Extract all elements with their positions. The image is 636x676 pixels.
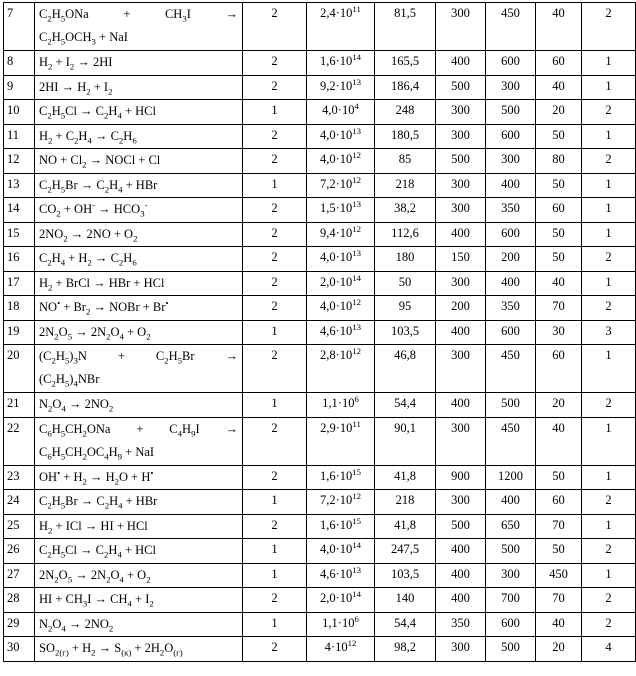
row-number-cell: 18: [4, 296, 35, 321]
preexponential-factor-cell: $7,2\cdot 10^{12}$: [307, 173, 375, 198]
parameter-cell: 2: [582, 3, 636, 51]
temperature-2-cell: 600: [486, 51, 536, 76]
parameter-cell: 1: [582, 465, 636, 490]
table-row: [4, 271, 636, 296]
reaction-equation-cell: $(C_2H_5)_3N + C_2H_5Br$ → $(C_2H_5)_4NBr$: [35, 345, 243, 393]
preexponential-factor-cell: $1,1\cdot 10^6$: [307, 612, 375, 637]
temperature-1-cell: 300: [436, 100, 486, 125]
preexponential-factor-cell: $4\cdot 10^{12}$: [307, 637, 375, 662]
row-number-cell: 8: [4, 51, 35, 76]
parameter-cell: 3: [582, 320, 636, 345]
row-number-cell: 25: [4, 514, 35, 539]
preexponential-factor-cell: $1,5\cdot 10^{13}$: [307, 198, 375, 223]
reaction-equation-cell: $2N_2O_5 \to 2N_2O_4 + O_2$: [35, 320, 243, 345]
temperature-1-cell: 400: [436, 588, 486, 613]
parameter-cell: 1: [582, 271, 636, 296]
row-number-cell: 20: [4, 345, 35, 393]
reaction-equation-cell: HI + $CH_3I \to CH_4 + I_2$: [35, 588, 243, 613]
reaction-order-cell: 2: [243, 124, 307, 149]
time-cell: 40: [536, 3, 582, 51]
parameter-cell: 1: [582, 222, 636, 247]
preexponential-factor-cell: $2,8\cdot 10^{12}$: [307, 345, 375, 393]
temperature-1-cell: 400: [436, 51, 486, 76]
temperature-1-cell: 300: [436, 637, 486, 662]
temperature-1-cell: 500: [436, 75, 486, 100]
parameter-cell: 1: [582, 514, 636, 539]
parameter-cell: 1: [582, 198, 636, 223]
temperature-2-cell: 650: [486, 514, 536, 539]
activation-energy-cell: 165,5: [375, 51, 436, 76]
temperature-2-cell: 500: [486, 539, 536, 564]
table-row: [4, 563, 636, 588]
table-row: [4, 3, 636, 51]
row-number-cell: 9: [4, 75, 35, 100]
activation-energy-cell: 248: [375, 100, 436, 125]
temperature-1-cell: 150: [436, 247, 486, 272]
temperature-2-cell: 200: [486, 247, 536, 272]
table-row: [4, 173, 636, 198]
row-number-cell: 7: [4, 3, 35, 51]
preexponential-factor-cell: $4,0\cdot 10^4$: [307, 100, 375, 125]
reaction-equation-cell: $N_2O_4 \to 2NO_2$: [35, 393, 243, 418]
parameter-cell: 2: [582, 588, 636, 613]
time-cell: 50: [536, 539, 582, 564]
row-number-cell: 17: [4, 271, 35, 296]
reaction-equation-cell: $C_2H_5Cl \to C_2H_4$ + HCl: [35, 100, 243, 125]
preexponential-factor-cell: $2,0\cdot 10^{14}$: [307, 271, 375, 296]
temperature-1-cell: 300: [436, 124, 486, 149]
preexponential-factor-cell: $1,1\cdot 10^6$: [307, 393, 375, 418]
time-cell: 70: [536, 588, 582, 613]
activation-energy-cell: 180: [375, 247, 436, 272]
parameter-cell: 2: [582, 539, 636, 564]
temperature-1-cell: 300: [436, 173, 486, 198]
temperature-2-cell: 350: [486, 296, 536, 321]
parameter-cell: 2: [582, 247, 636, 272]
temperature-1-cell: 300: [436, 417, 486, 465]
table-row: [4, 345, 636, 393]
reaction-equation-cell: $C_2H_5ONa + CH_3I$ → $C_2H_5OCH_3$ + NaI: [35, 3, 243, 51]
preexponential-factor-cell: $9,2\cdot 10^{13}$: [307, 75, 375, 100]
temperature-1-cell: 400: [436, 320, 486, 345]
time-cell: 50: [536, 247, 582, 272]
temperature-2-cell: 300: [486, 75, 536, 100]
parameter-cell: 1: [582, 417, 636, 465]
time-cell: 50: [536, 124, 582, 149]
temperature-1-cell: 300: [436, 198, 486, 223]
time-cell: 20: [536, 637, 582, 662]
row-number-cell: 23: [4, 465, 35, 490]
table-row: [4, 222, 636, 247]
reaction-order-cell: 2: [243, 514, 307, 539]
time-cell: 40: [536, 271, 582, 296]
temperature-2-cell: 450: [486, 417, 536, 465]
temperature-2-cell: 400: [486, 173, 536, 198]
reaction-order-cell: 2: [243, 75, 307, 100]
time-cell: 70: [536, 514, 582, 539]
reaction-equation-cell: $H_2 + I_2 \to 2HI$: [35, 51, 243, 76]
temperature-1-cell: 500: [436, 149, 486, 174]
reaction-equation-cell: $SO_{2(г)} + H_2 \to S_{(к)} + 2H_2O_{(г)}$: [35, 637, 243, 662]
table-row: [4, 539, 636, 564]
activation-energy-cell: 103,5: [375, 320, 436, 345]
preexponential-factor-cell: $1,6\cdot 10^{15}$: [307, 514, 375, 539]
activation-energy-cell: 41,8: [375, 514, 436, 539]
table-row: [4, 296, 636, 321]
reaction-equation-cell: $C_2H_4 + H_2 \to C_2H_6$: [35, 247, 243, 272]
activation-energy-cell: 85: [375, 149, 436, 174]
table-row: [4, 100, 636, 125]
preexponential-factor-cell: $2,4\cdot 10^{11}$: [307, 3, 375, 51]
time-cell: 40: [536, 417, 582, 465]
row-number-cell: 14: [4, 198, 35, 223]
temperature-2-cell: 500: [486, 393, 536, 418]
time-cell: 80: [536, 149, 582, 174]
temperature-1-cell: 300: [436, 271, 486, 296]
reaction-order-cell: 2: [243, 149, 307, 174]
reaction-order-cell: 1: [243, 100, 307, 125]
reaction-order-cell: 2: [243, 296, 307, 321]
activation-energy-cell: 103,5: [375, 563, 436, 588]
reaction-equation-cell: $C_2H_5Cl \to C_2H_4$ + HCl: [35, 539, 243, 564]
parameter-cell: 1: [582, 173, 636, 198]
parameter-cell: 1: [582, 75, 636, 100]
parameter-cell: 1: [582, 51, 636, 76]
time-cell: 450: [536, 563, 582, 588]
reaction-order-cell: 1: [243, 612, 307, 637]
reaction-order-cell: 1: [243, 393, 307, 418]
table-row: [4, 51, 636, 76]
parameter-cell: 2: [582, 296, 636, 321]
activation-energy-cell: 247,5: [375, 539, 436, 564]
reaction-equation-cell: $CO_2 + OH^- \to HCO_3^-$: [35, 198, 243, 223]
temperature-1-cell: 400: [436, 393, 486, 418]
table-row: [4, 149, 636, 174]
reaction-order-cell: 2: [243, 417, 307, 465]
reaction-equation-cell: $H_2$ + ICl → HI + HCl: [35, 514, 243, 539]
temperature-1-cell: 400: [436, 222, 486, 247]
temperature-2-cell: 450: [486, 345, 536, 393]
reaction-equation-cell: $H_2 + C_2H_4 \to C_2H_6$: [35, 124, 243, 149]
reaction-order-cell: 1: [243, 173, 307, 198]
row-number-cell: 26: [4, 539, 35, 564]
time-cell: 60: [536, 490, 582, 515]
reaction-order-cell: 2: [243, 3, 307, 51]
temperature-2-cell: 350: [486, 198, 536, 223]
temperature-2-cell: 500: [486, 100, 536, 125]
row-number-cell: 12: [4, 149, 35, 174]
reaction-order-cell: 2: [243, 465, 307, 490]
activation-energy-cell: 140: [375, 588, 436, 613]
table-row: [4, 637, 636, 662]
parameter-cell: 2: [582, 149, 636, 174]
reaction-order-cell: 1: [243, 539, 307, 564]
temperature-1-cell: 200: [436, 296, 486, 321]
temperature-1-cell: 300: [436, 3, 486, 51]
time-cell: 50: [536, 465, 582, 490]
temperature-1-cell: 500: [436, 514, 486, 539]
reaction-order-cell: 2: [243, 345, 307, 393]
reaction-equation-cell: $C_2H_5Br \to C_2H_4$ + HBr: [35, 173, 243, 198]
reaction-order-cell: 2: [243, 51, 307, 76]
reaction-equation-cell: $H_2$ + BrCl → HBr + HCl: [35, 271, 243, 296]
parameter-cell: 1: [582, 345, 636, 393]
activation-energy-cell: 54,4: [375, 393, 436, 418]
temperature-1-cell: 300: [436, 345, 486, 393]
table-row: [4, 588, 636, 613]
preexponential-factor-cell: $4,0\cdot 10^{13}$: [307, 247, 375, 272]
parameter-cell: 2: [582, 393, 636, 418]
reaction-equation-cell: $C_6H_5CH_2ONa + C_4H_9I$ → $C_6H_5CH_2OC_4H_9$ + NaI: [35, 417, 243, 465]
temperature-2-cell: 450: [486, 3, 536, 51]
reaction-order-cell: 2: [243, 637, 307, 662]
preexponential-factor-cell: $2,0\cdot 10^{14}$: [307, 588, 375, 613]
row-number-cell: 24: [4, 490, 35, 515]
time-cell: 50: [536, 222, 582, 247]
preexponential-factor-cell: $4,0\cdot 10^{12}$: [307, 149, 375, 174]
reaction-equation-cell: $2N_2O_5 \to 2N_2O_4 + O_2$: [35, 563, 243, 588]
row-number-cell: 29: [4, 612, 35, 637]
time-cell: 50: [536, 173, 582, 198]
temperature-2-cell: 300: [486, 563, 536, 588]
row-number-cell: 21: [4, 393, 35, 418]
reaction-equation-cell: $NO^• + Br_2$ → NOBr + Br•: [35, 296, 243, 321]
table-row: [4, 75, 636, 100]
table-row: [4, 124, 636, 149]
temperature-1-cell: 900: [436, 465, 486, 490]
reaction-order-cell: 2: [243, 271, 307, 296]
parameter-cell: 1: [582, 563, 636, 588]
temperature-2-cell: 400: [486, 490, 536, 515]
time-cell: 70: [536, 296, 582, 321]
activation-energy-cell: 98,2: [375, 637, 436, 662]
temperature-2-cell: 300: [486, 149, 536, 174]
temperature-2-cell: 400: [486, 271, 536, 296]
table-row: [4, 612, 636, 637]
activation-energy-cell: 218: [375, 490, 436, 515]
reaction-order-cell: 2: [243, 247, 307, 272]
activation-energy-cell: 38,2: [375, 198, 436, 223]
parameter-cell: 1: [582, 124, 636, 149]
preexponential-factor-cell: $2,9\cdot 10^{11}$: [307, 417, 375, 465]
reaction-parameters-table: [3, 2, 636, 662]
table-row: [4, 247, 636, 272]
parameter-cell: 2: [582, 100, 636, 125]
time-cell: 60: [536, 198, 582, 223]
row-number-cell: 19: [4, 320, 35, 345]
activation-energy-cell: 81,5: [375, 3, 436, 51]
temperature-1-cell: 400: [436, 563, 486, 588]
preexponential-factor-cell: $1,6\cdot 10^{15}$: [307, 465, 375, 490]
row-number-cell: 28: [4, 588, 35, 613]
parameter-cell: 2: [582, 490, 636, 515]
reaction-order-cell: 2: [243, 198, 307, 223]
activation-energy-cell: 186,4: [375, 75, 436, 100]
temperature-2-cell: 600: [486, 320, 536, 345]
row-number-cell: 22: [4, 417, 35, 465]
reaction-order-cell: 2: [243, 222, 307, 247]
preexponential-factor-cell: $7,2\cdot 10^{12}$: [307, 490, 375, 515]
temperature-2-cell: 600: [486, 222, 536, 247]
row-number-cell: 13: [4, 173, 35, 198]
reaction-equation-cell: NO + $Cl_2$ → NOCl + Cl: [35, 149, 243, 174]
reaction-order-cell: 1: [243, 563, 307, 588]
time-cell: 60: [536, 51, 582, 76]
activation-energy-cell: 41,8: [375, 465, 436, 490]
activation-energy-cell: 54,4: [375, 612, 436, 637]
temperature-1-cell: 400: [436, 539, 486, 564]
row-number-cell: 15: [4, 222, 35, 247]
temperature-2-cell: 600: [486, 612, 536, 637]
row-number-cell: 11: [4, 124, 35, 149]
row-number-cell: 16: [4, 247, 35, 272]
table-row: [4, 320, 636, 345]
preexponential-factor-cell: $4,0\cdot 10^{14}$: [307, 539, 375, 564]
time-cell: 40: [536, 612, 582, 637]
reaction-equation-cell: $N_2O_4 \to 2NO_2$: [35, 612, 243, 637]
time-cell: 30: [536, 320, 582, 345]
time-cell: 20: [536, 393, 582, 418]
table-row: [4, 514, 636, 539]
temperature-2-cell: 1200: [486, 465, 536, 490]
preexponential-factor-cell: $4,0\cdot 10^{13}$: [307, 124, 375, 149]
reaction-equation-cell: $2HI \to H_2 + I_2$: [35, 75, 243, 100]
temperature-1-cell: 350: [436, 612, 486, 637]
table-row: [4, 393, 636, 418]
time-cell: 20: [536, 100, 582, 125]
parameter-cell: 2: [582, 612, 636, 637]
temperature-2-cell: 500: [486, 637, 536, 662]
table-row: [4, 490, 636, 515]
activation-energy-cell: 180,5: [375, 124, 436, 149]
temperature-1-cell: 300: [436, 490, 486, 515]
activation-energy-cell: 50: [375, 271, 436, 296]
reaction-order-cell: 1: [243, 490, 307, 515]
temperature-2-cell: 600: [486, 124, 536, 149]
table-body: [4, 3, 636, 662]
activation-energy-cell: 90,1: [375, 417, 436, 465]
time-cell: 40: [536, 75, 582, 100]
activation-energy-cell: 218: [375, 173, 436, 198]
activation-energy-cell: 112,6: [375, 222, 436, 247]
preexponential-factor-cell: $4,0\cdot 10^{12}$: [307, 296, 375, 321]
reaction-equation-cell: $OH^• + H_2 \to H_2O + H^•$: [35, 465, 243, 490]
reaction-equation-cell: $C_2H_5Br \to C_2H_4$ + HBr: [35, 490, 243, 515]
reaction-equation-cell: $2NO_2 \to 2NO + O_2$: [35, 222, 243, 247]
table-row: [4, 198, 636, 223]
activation-energy-cell: 46,8: [375, 345, 436, 393]
row-number-cell: 10: [4, 100, 35, 125]
reaction-order-cell: 2: [243, 588, 307, 613]
table-row: [4, 417, 636, 465]
row-number-cell: 27: [4, 563, 35, 588]
reaction-order-cell: 1: [243, 320, 307, 345]
parameter-cell: 4: [582, 637, 636, 662]
row-number-cell: 30: [4, 637, 35, 662]
activation-energy-cell: 95: [375, 296, 436, 321]
preexponential-factor-cell: $1,6\cdot 10^{14}$: [307, 51, 375, 76]
temperature-2-cell: 700: [486, 588, 536, 613]
preexponential-factor-cell: $9,4\cdot 10^{12}$: [307, 222, 375, 247]
time-cell: 60: [536, 345, 582, 393]
preexponential-factor-cell: $4,6\cdot 10^{13}$: [307, 563, 375, 588]
preexponential-factor-cell: $4,6\cdot 10^{13}$: [307, 320, 375, 345]
table-row: [4, 465, 636, 490]
